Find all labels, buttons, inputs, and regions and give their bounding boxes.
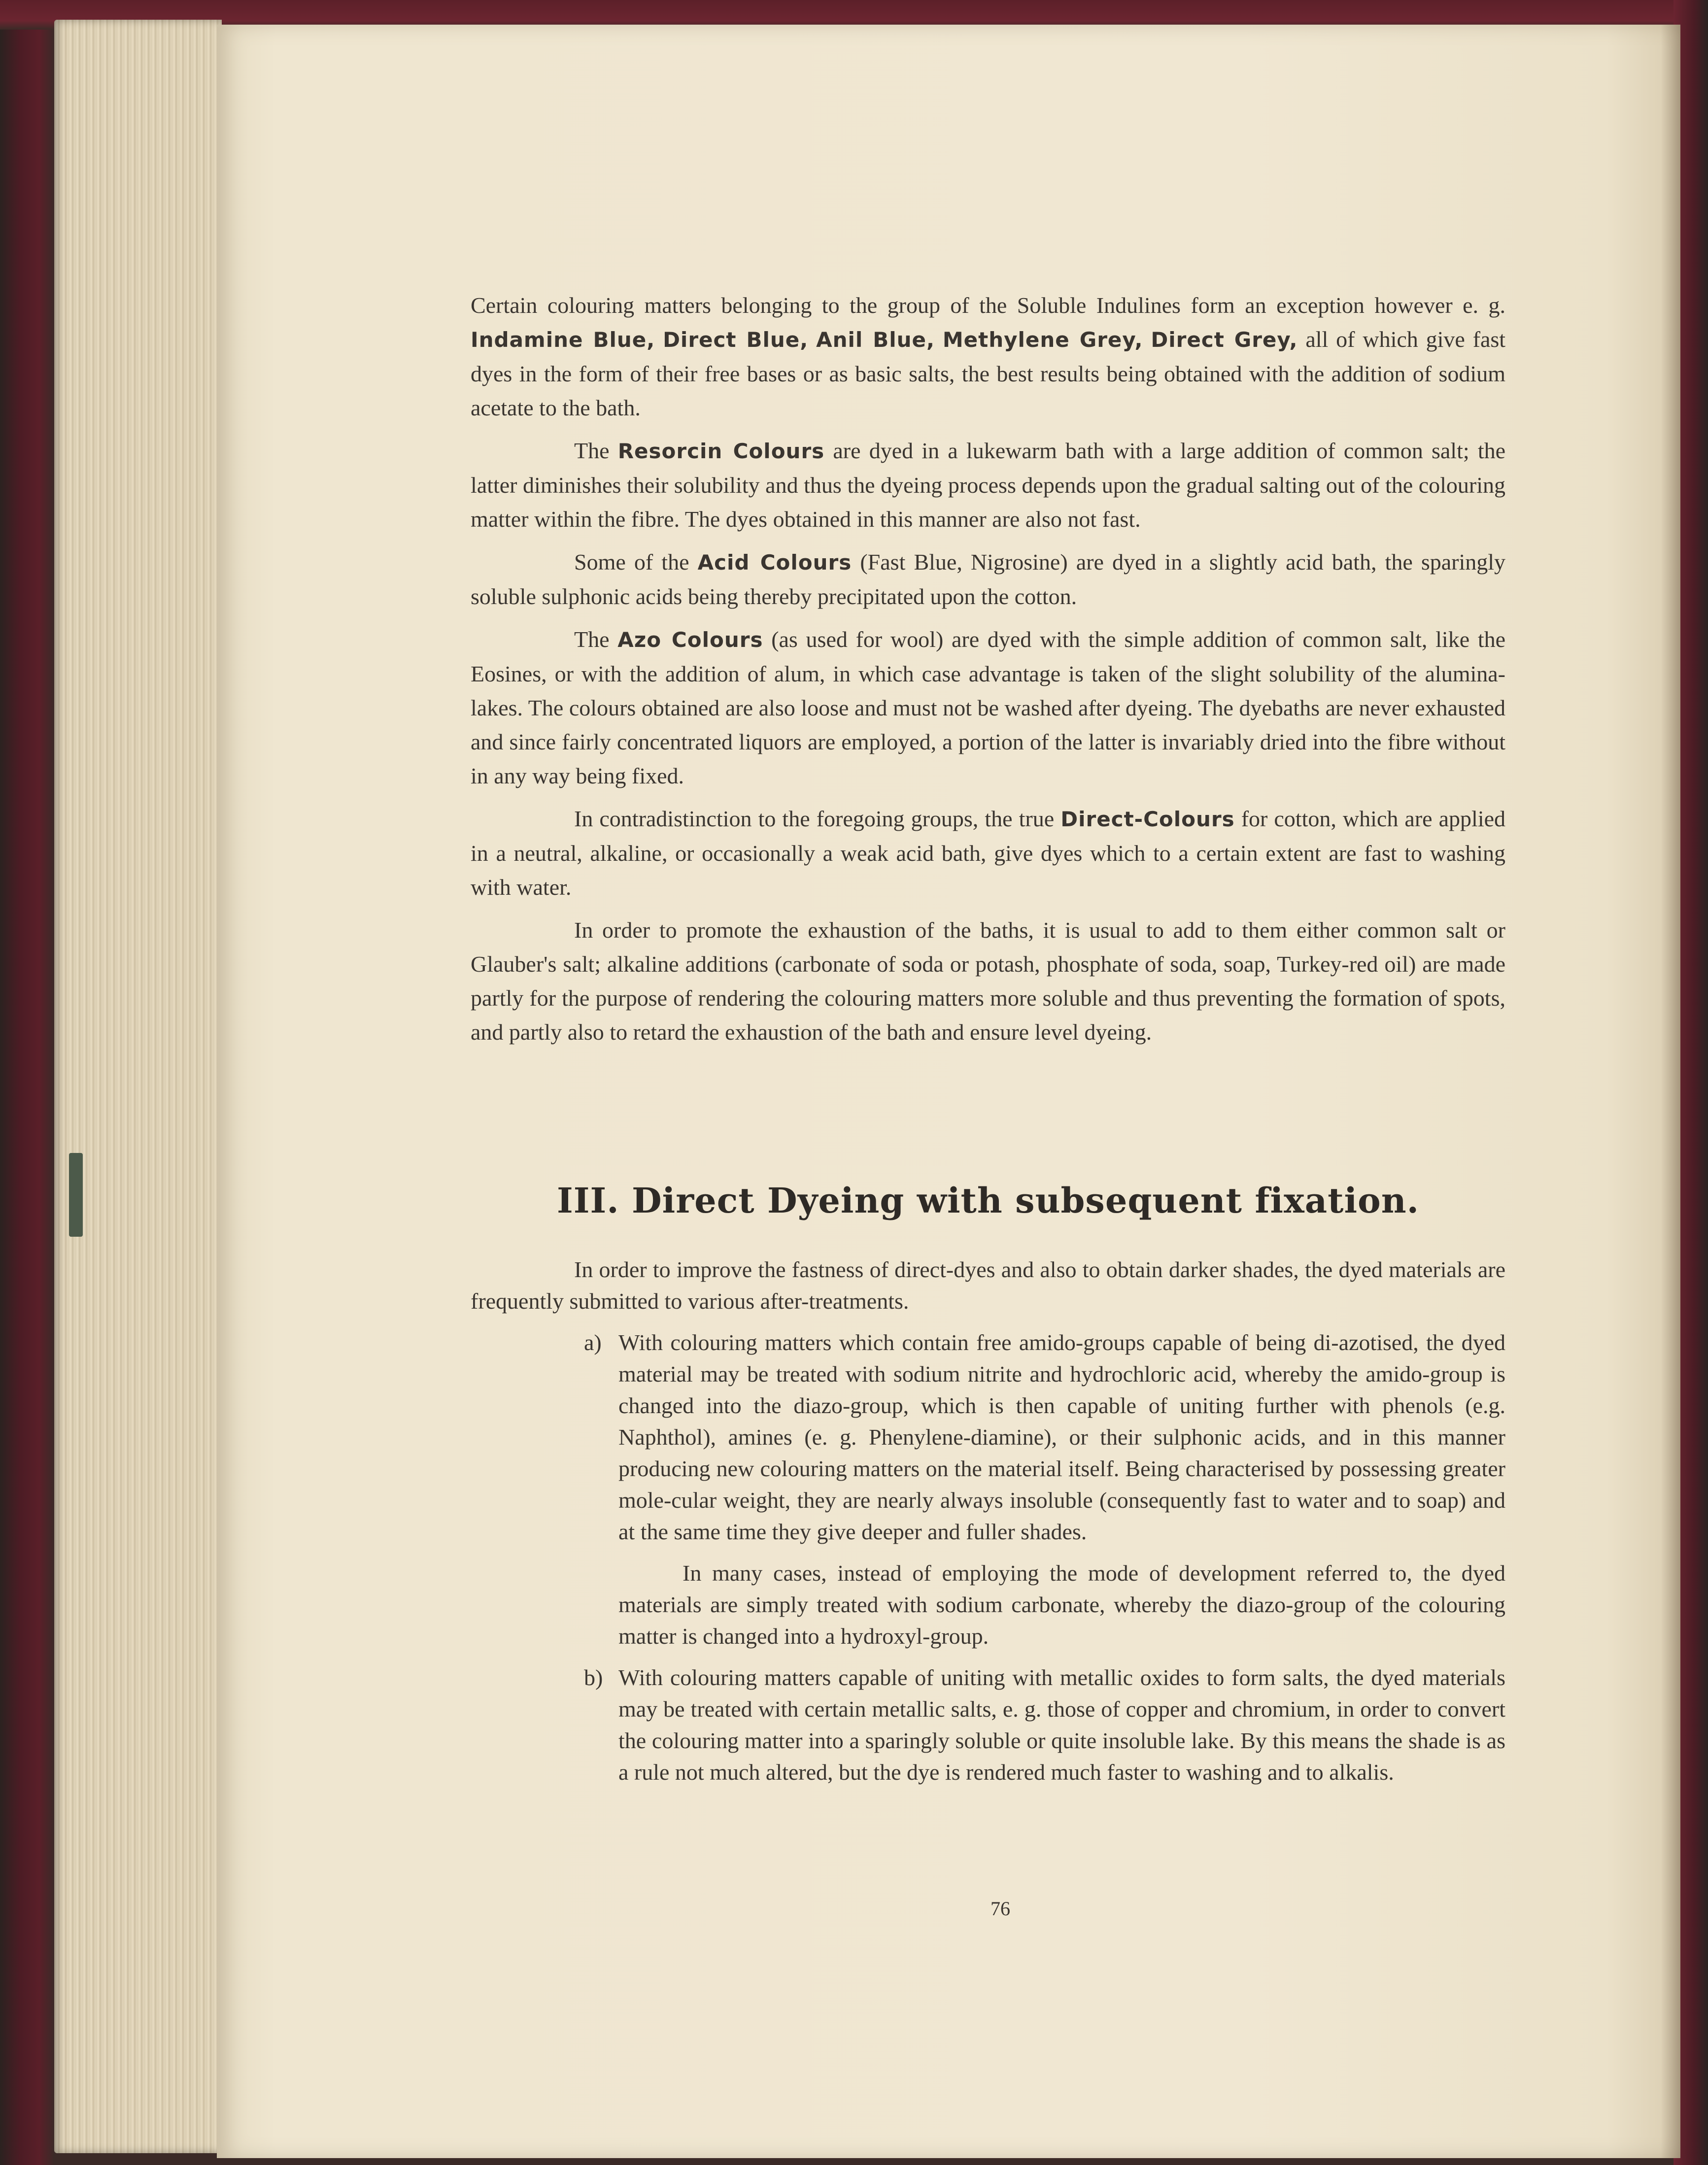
paragraph-6: In order to promote the exhaustion of the baths, it is usual to add to them either common salt or Glauber's salt; alkaline additions (carbonate of soda or potash, phosphate of soda, soap, Turkey-red oil) are made partly for the purpose of rendering the colouring matters more soluble and thus preventing the formation of spots, and partly also to retard the exhaustion of the bath and ensure level dyeing. (471, 917, 1505, 1045)
list-item-text: With colouring matters which contain free amido-groups capable of being di-azotised, the dyed material may be treated with sodium nitrite and hydrochloric acid, whereby the amido-group is changed into the diazo-group, which is then capable of uniting further with phenols (e.g. Naphthol), amines (e. g. Phenylene-diamine), or their sulphonic acids, and in this manner producing new colouring matters on the material itself. Being characterised by possessing greater mole-cular weight, they are nearly always insoluble (consequently fast to water and to soap) and at the same time they give deeper and fuller shades. (618, 1330, 1505, 1544)
page-edges (54, 20, 222, 2153)
dye-name: Methylene Grey, (942, 328, 1143, 352)
list-marker: b) (584, 1665, 603, 1690)
paragraph-2: The Resorcin Colours are dyed in a lukewarm bath with a large addition of common salt; the latter diminishes their solubility and thus the dyeing process depends upon the gradual salting out of the colouring matter within the fibre. The dyes obtained in this manner are also not fast. (471, 438, 1506, 532)
paragraph-3: Some of the Acid Colours (Fast Blue, Nigrosine) are dyed in a slightly acid bath, the sparingly soluble sulphonic acids being thereby precipitated upon the cotton. (471, 549, 1506, 609)
dye-name: Direct Blue, (663, 328, 809, 352)
page-gutter-shadow (1661, 25, 1680, 2158)
list-item-a (471, 1327, 1505, 1652)
section-heading: III. Direct Dyeing with subsequent fixation. (556, 1180, 1419, 1221)
bookmark-ribbon (69, 1153, 83, 1237)
paragraph-5: In contradistinction to the foregoing groups, the true Direct-Colours for cotton, which are applied in a neutral, alkaline, or occasionally a weak acid bath, give dyes which to a certain extent are fast to washing with water. (471, 806, 1506, 900)
page-number: 76 (991, 1897, 1010, 1920)
dye-name: Anil Blue, (816, 328, 935, 352)
body-text-upper (471, 288, 1505, 1058)
list-marker: a) (584, 1330, 602, 1355)
list-item-text: With colouring matters capable of uniting with metallic oxides to form salts, the dyed materials may be treated with certain metallic salts, e. g. those of copper and chromium, in order to convert the colouring matter into a sparingly soluble or quite insoluble lake. By this means the shade is as a rule not much altered, but the dye is rendered much faster to washing and to alkalis. (618, 1665, 1505, 1785)
dye-name: Direct-Colours (1060, 807, 1235, 831)
section-intro: In order to improve the fastness of direct-dyes and also to obtain darker shades, the dyed materials are frequently submitted to various after-treatments. (471, 1257, 1505, 1314)
dye-name: Direct Grey, (1151, 328, 1298, 352)
body-text-lower (471, 1254, 1505, 1798)
dye-name: Acid Colours (697, 550, 852, 575)
dye-name: Resorcin Colours (617, 439, 825, 463)
list-item-subparagraph: In many cases, instead of employing the mode of development referred to, the dyed materials are simply treated with sodium carbonate, whereby the diazo-group of the colouring matter is changed into a hydroxyl-group. (618, 1560, 1505, 1649)
paragraph-1: Certain colouring matters belonging to the group of the Soluble Indulines form an exception however e. g. Indamine Blue, Direct Blue, Anil Blue, Methylene Grey, Direct Grey, all of which give fast dyes in the form of their free bases or as basic salts, the best results being obtained with the addition of sodium acetate to the bath. (471, 293, 1506, 420)
dye-name: Indamine Blue, (471, 328, 655, 352)
list-item-b (471, 1662, 1505, 1788)
dye-name: Azo Colours (617, 628, 763, 652)
paragraph-4: The Azo Colours (as used for wool) are dyed with the simple addition of common salt, like the Eosines, or with the addition of alum, in which case advantage is taken of the slight solubility of the alumina-lakes. The colours obtained are also loose and must not be washed after dyeing. The dyebaths are never exhausted and since fairly concentrated liquors are employed, a portion of the latter is invariably dried into the fibre without in any way being fixed. (471, 627, 1506, 788)
